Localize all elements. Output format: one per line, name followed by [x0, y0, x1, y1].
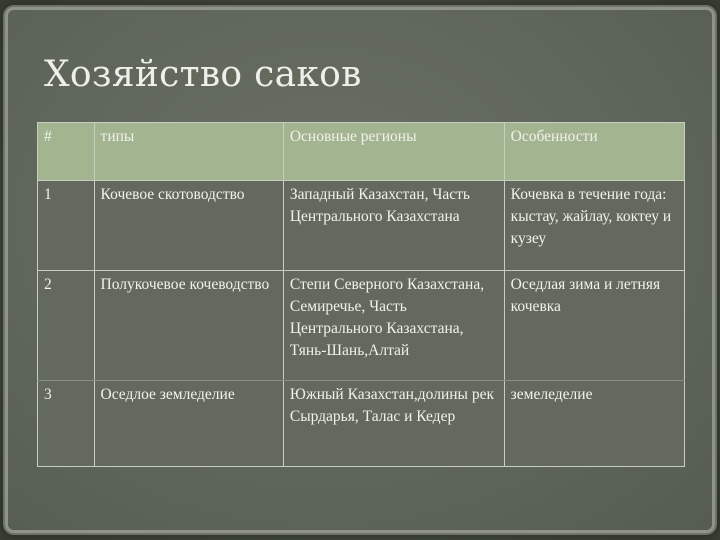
header-features: Особенности — [504, 123, 684, 181]
table-header-row — [38, 123, 685, 181]
cell-features: земеледелие — [504, 381, 684, 467]
header-types: типы — [94, 123, 283, 181]
cell-regions: Южный Казахстан,долины рек Сырдарья, Талас и Кедер — [283, 381, 504, 467]
cell-features: Оседлая зима и летняя кочевка — [504, 271, 684, 381]
cell-regions: Западный Казахстан, Часть Центрального Казахстана — [283, 181, 504, 271]
cell-type: Полукочевое кочеводство — [94, 271, 283, 381]
cell-features: Кочевка в течение года: кыстау, жайлау, коктеу и кузеу — [504, 181, 684, 271]
cell-number: 3 — [38, 381, 95, 467]
slide-title: Хозяйство саков — [44, 54, 362, 95]
cell-number: 2 — [38, 271, 95, 381]
cell-regions: Степи Северного Казахстана, Семиречье, Часть Центрального Казахстана, Тянь-Шань,Алтай — [283, 271, 504, 381]
header-regions: Основные регионы — [283, 123, 504, 181]
table-row — [38, 381, 685, 467]
cell-type: Оседлое земледелие — [94, 381, 283, 467]
cell-number: 1 — [38, 181, 95, 271]
cell-type: Кочевое скотоводство — [94, 181, 283, 271]
saki-economy-table — [37, 122, 685, 467]
table-row — [38, 271, 685, 381]
table-row — [38, 181, 685, 271]
header-number: # — [38, 123, 95, 181]
